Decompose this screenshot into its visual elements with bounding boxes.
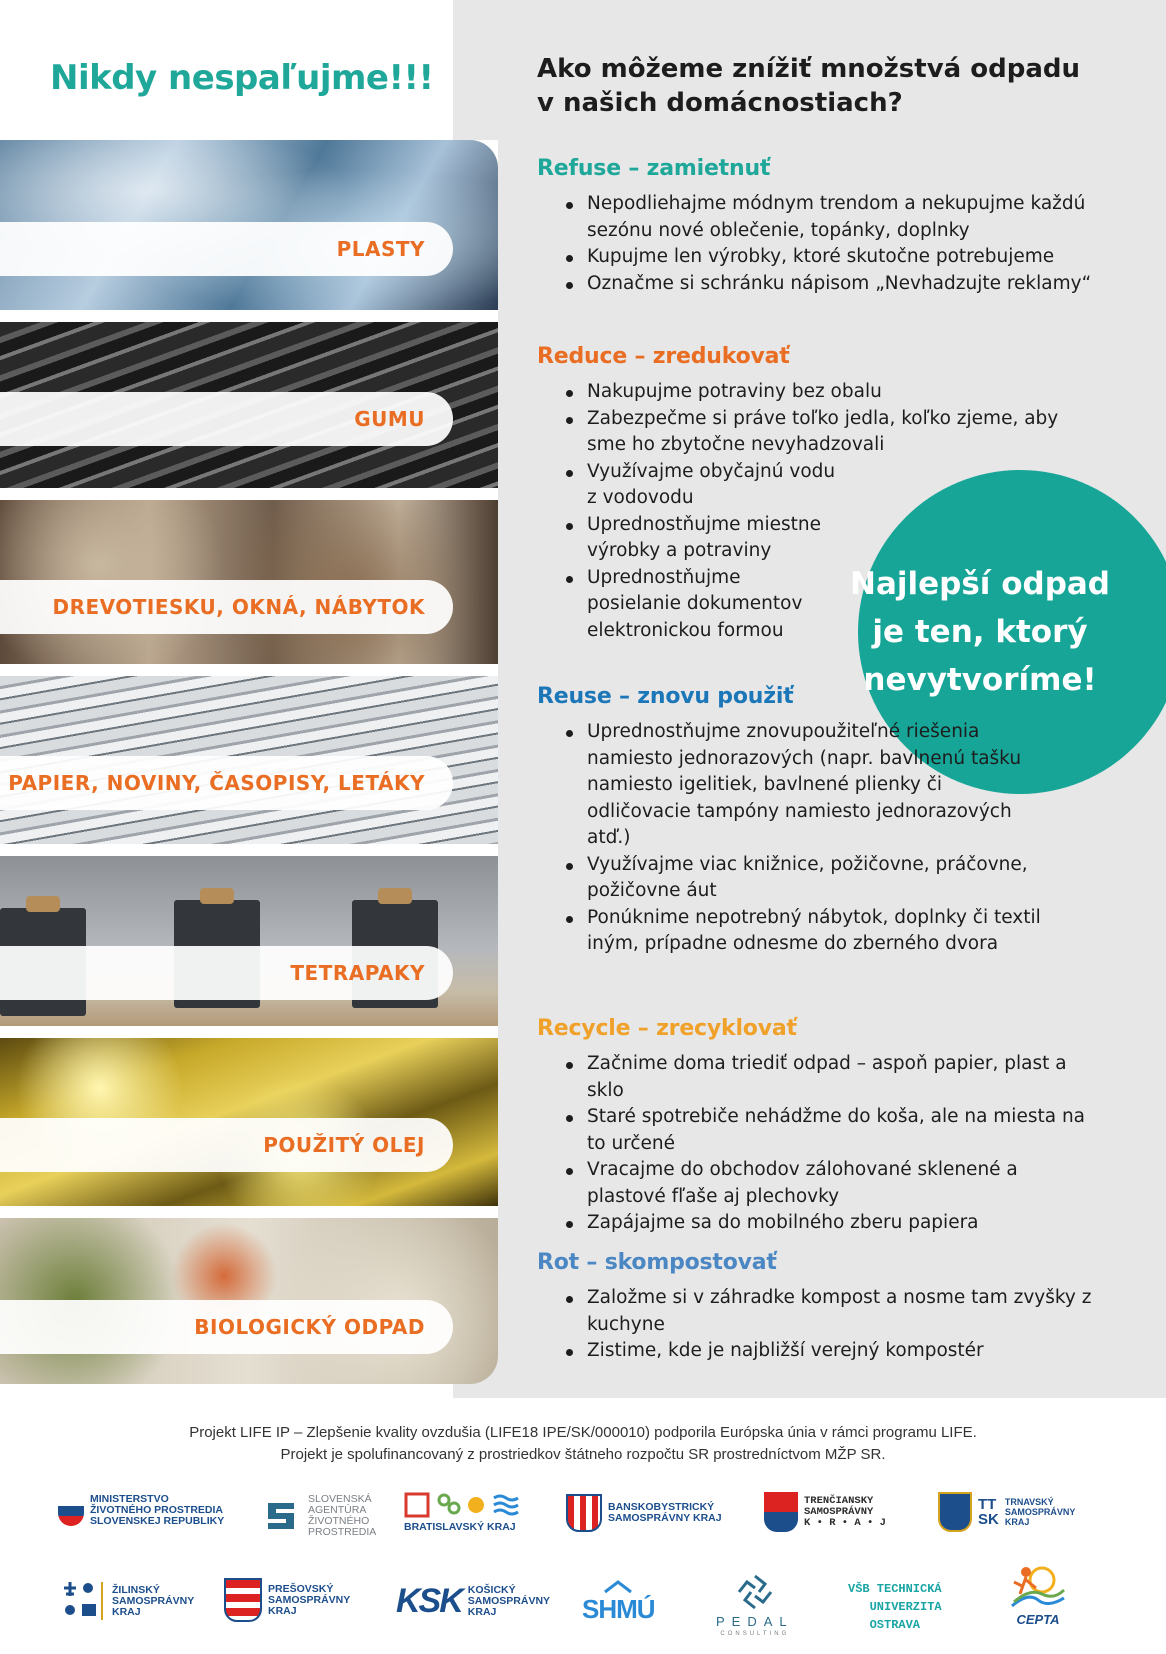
logo-shmu [582,1580,655,1625]
list-item: Uprednostňujme posielanie dokumentov elektronickou formou [537,565,837,645]
logo-mark: TT SK [978,1496,999,1528]
reuse-list [537,719,1097,958]
cepta-sun-figure-icon [1008,1562,1068,1612]
shmu-wind-icon [603,1580,633,1594]
list-item: Zabezpečme si práve toľko jedla, koľko zjeme, aby sme ho zbytočne nevyhadzovali [537,406,1097,459]
logo-subtext: CONSULTING [720,1631,790,1637]
list-item: Nakupujme potraviny bez obalu [537,379,1097,406]
logo-text: BANSKOBYSTRICKÝ SAMOSPRÁVNY KRAJ [608,1501,722,1524]
category-bar [0,1118,453,1172]
section-reuse [537,684,1097,958]
logo-text: SHMÚ [582,1594,655,1624]
category-olej [0,1038,498,1206]
recycle-list [537,1051,1097,1237]
trnavsky-crest-icon [938,1492,972,1532]
category-label: GUMU [354,407,425,431]
section-heading: Rot – skompostovať [537,1250,777,1275]
rot-list [537,1285,1097,1365]
category-bar [0,946,453,1000]
logo-text: TRENČIANSKY SAMOSPRÁVNY K • R • A • J [804,1494,886,1529]
list-item: Zapájajme sa do mobilného zberu papiera [537,1210,1097,1237]
logo-trnavsky [938,1492,1075,1532]
refuse-list [537,191,1097,297]
section-heading: Refuse – zamietnuť [537,156,771,181]
funding-note [0,1422,1166,1466]
category-drevotiesku [0,500,498,664]
section-heading: Reduce – zredukovať [537,344,790,369]
logo-presovsky [224,1578,350,1622]
logo-text: CEPTA [1016,1612,1060,1627]
section-heading: Reuse – znovu použiť [537,684,794,709]
logo-cepta [1008,1562,1068,1627]
question-title: Ako môžeme znížiť množstvá odpadu v našich domácnostiach? [537,54,1081,118]
logo-text: KOŠICKÝ SAMOSPRÁVNY KRAJ [467,1584,551,1618]
trenciansky-crest-icon [764,1492,798,1532]
bratislava-symbols-icon [404,1490,520,1520]
logo-pedal [716,1572,794,1637]
section-recycle [537,1016,1097,1237]
category-label: TETRAPAKY [290,961,425,985]
category-bar [0,756,453,810]
category-papier [0,676,498,844]
logo-zilinsky [60,1578,194,1624]
list-item: Využívajme viac knižnice, požičovne, práčovne, požičovne áut [537,852,1097,905]
section-rot [537,1250,1097,1365]
zilinsky-symbols-icon [60,1578,106,1624]
logo-vsb [848,1580,942,1634]
logo-text: PEDAL [716,1614,794,1629]
logo-trenciansky [764,1492,886,1532]
category-label: DREVOTIESKU, OKNÁ, NÁBYTOK [52,595,425,619]
category-bar [0,392,453,446]
logo-ministry [58,1494,224,1527]
presovsky-crest-icon [224,1578,262,1622]
logo-sazp [264,1494,376,1538]
list-item: Označme si schránku nápisom „Nevhadzujte reklamy“ [537,271,1097,298]
list-item: Kupujme len výrobky, ktoré skutočne potrebujeme [537,244,1097,271]
logo-text: BRATISLAVSKÝ KRAJ [404,1521,516,1533]
category-plasty [0,140,498,310]
category-label: PAPIER, NOVINY, ČASOPISY, LETÁKY [8,771,425,795]
funding-line-1: Projekt LIFE IP – Zlepšenie kvality ovzdušia (LIFE18 IPE/SK/000010) podporila Európska únia v rámci programu LIFE. [189,1424,977,1441]
list-item: Zistime, kde je najbližší verejný kompostér [537,1338,1097,1365]
category-gumu [0,322,498,488]
category-label: POUŽITÝ OLEJ [263,1133,425,1157]
category-bio [0,1218,498,1384]
category-strips [0,140,498,1384]
list-item: Vracajme do obchodov zálohované sklenené a plastové fľaše aj plechovky [537,1157,1097,1210]
list-item: Ponúknime nepotrebný nábytok, doplnky či textil iným, prípadne odnesme do zberného dvora [537,905,1097,958]
list-item: Založme si v záhradke kompost a nosme tam zvyšky z kuchyne [537,1285,1097,1338]
sazp-mark-icon [264,1497,302,1535]
logo-text: TRNAVSKÝ SAMOSPRÁVNY KRAJ [1004,1497,1076,1527]
logo-mark: KSK [396,1582,462,1620]
logo-text: PREŠOVSKÝ SAMOSPRÁVNY KRAJ [268,1582,351,1617]
logo-text: SLOVENSKÁ AGENTÚRA ŽIVOTNÉHO PROSTREDIA [308,1493,377,1538]
logo-bratislava [404,1490,520,1533]
logo-text: MINISTERSTVO ŽIVOTNÉHO PROSTREDIA SLOVENSKEJ REPUBLIKY [90,1493,225,1527]
logo-kosicky [396,1582,550,1621]
main-title: Nikdy nespaľujme!!! [50,58,434,98]
section-refuse [537,156,1097,297]
category-label: BIOLOGICKÝ ODPAD [194,1315,425,1339]
list-item: Využívajme obyčajnú vodu z vodovodu [537,459,837,512]
list-item: Začnime doma triediť odpad – aspoň papier, plast a sklo [537,1051,1097,1104]
list-item: Uprednostňujme miestne výrobky a potraviny [537,512,837,565]
category-tetrapaky [0,856,498,1026]
logo-text: ŽILINSKÝ SAMOSPRÁVNY KRAJ [112,1583,195,1618]
category-bar [0,580,453,634]
funding-line-2: Projekt je spolufinancovaný z prostriedkov štátneho rozpočtu SR prostredníctvom MŽP SR. [280,1446,886,1463]
callout-text: Najlepší odpad je ten, ktorý nevytvoríme! [850,566,1110,698]
category-bar [0,1300,453,1354]
pedal-logo-icon [735,1572,775,1612]
category-label: PLASTY [336,237,425,261]
logo-text: VŠB TECHNICKÁ UNIVERZITA OSTRAVA [848,1582,942,1632]
category-bar [0,222,453,276]
list-item: Staré spotrebiče nehádžme do koša, ale na miesta na to určené [537,1104,1097,1157]
list-item: Nepodliehajme módnym trendom a nekupujme každú sezónu nové oblečenie, topánky, doplnky [537,191,1097,244]
section-heading: Recycle – zrecyklovať [537,1016,797,1041]
slovak-crest-icon [58,1496,84,1526]
banskobystricky-crest-icon [566,1494,602,1532]
logo-banskobystricky [566,1494,722,1532]
list-item: Uprednostňujme znovupoužiteľné riešenia namiesto jednorazových (napr. bavlnenú tašku namiesto igelitiek, bavlnené plienky či odličovacie tampóny namiesto jednorazových atď.) [537,719,1037,852]
